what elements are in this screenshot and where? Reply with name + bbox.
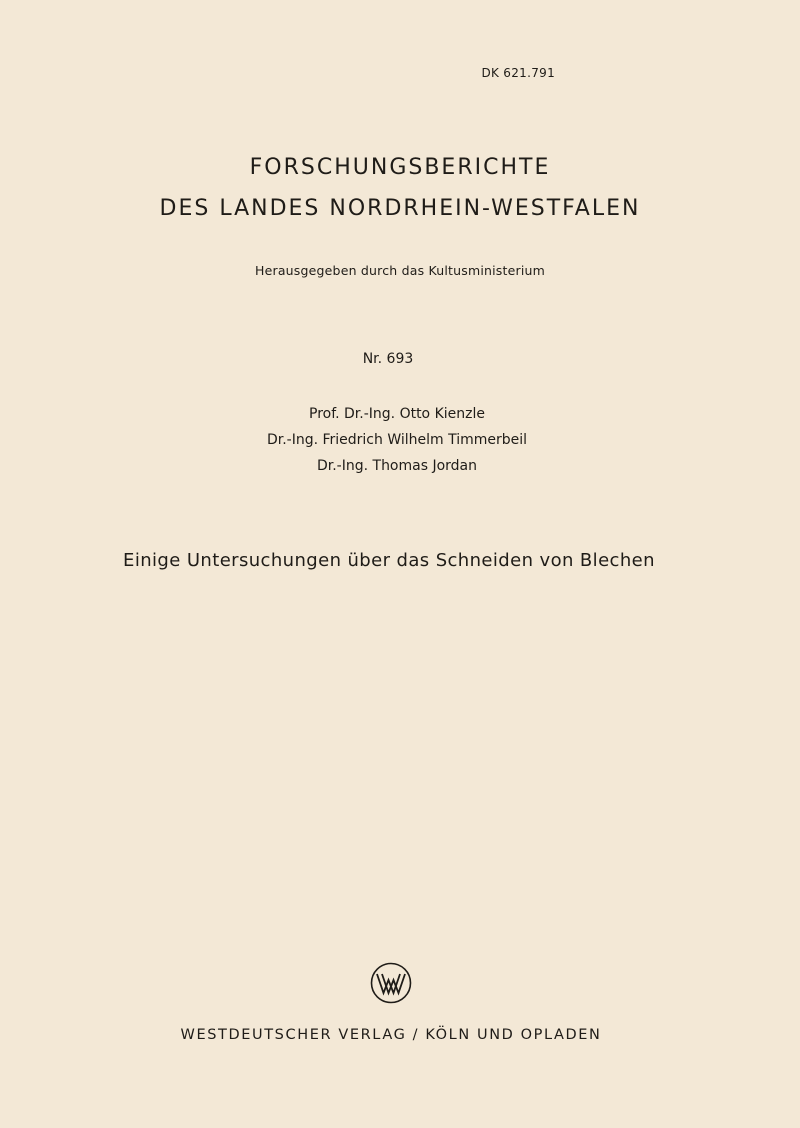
publisher-imprint: WESTDEUTSCHER VERLAG / KÖLN UND OPLADEN bbox=[180, 1027, 602, 1043]
author-list bbox=[0, 401, 794, 479]
publisher-note: Herausgegeben durch das Kultusministerium bbox=[254, 263, 546, 278]
author-1: Prof. Dr.-Ing. Otto Kienzle bbox=[309, 406, 485, 422]
series-title-line-1: FORSCHUNGSBERICHTE bbox=[249, 155, 551, 180]
report-number: Nr. 693 bbox=[362, 351, 414, 367]
dk-classification: DK 621.791 bbox=[481, 66, 555, 80]
westdeutscher-verlag-logo-icon bbox=[370, 962, 412, 1004]
series-title-line-2: DES LANDES NORDRHEIN-WESTFALEN bbox=[159, 196, 641, 221]
author-2: Dr.-Ing. Friedrich Wilhelm Timmerbeil bbox=[266, 432, 528, 448]
report-title: Einige Untersuchungen über das Schneiden von Blechen bbox=[123, 550, 655, 571]
author-3: Dr.-Ing. Thomas Jordan bbox=[316, 458, 478, 474]
